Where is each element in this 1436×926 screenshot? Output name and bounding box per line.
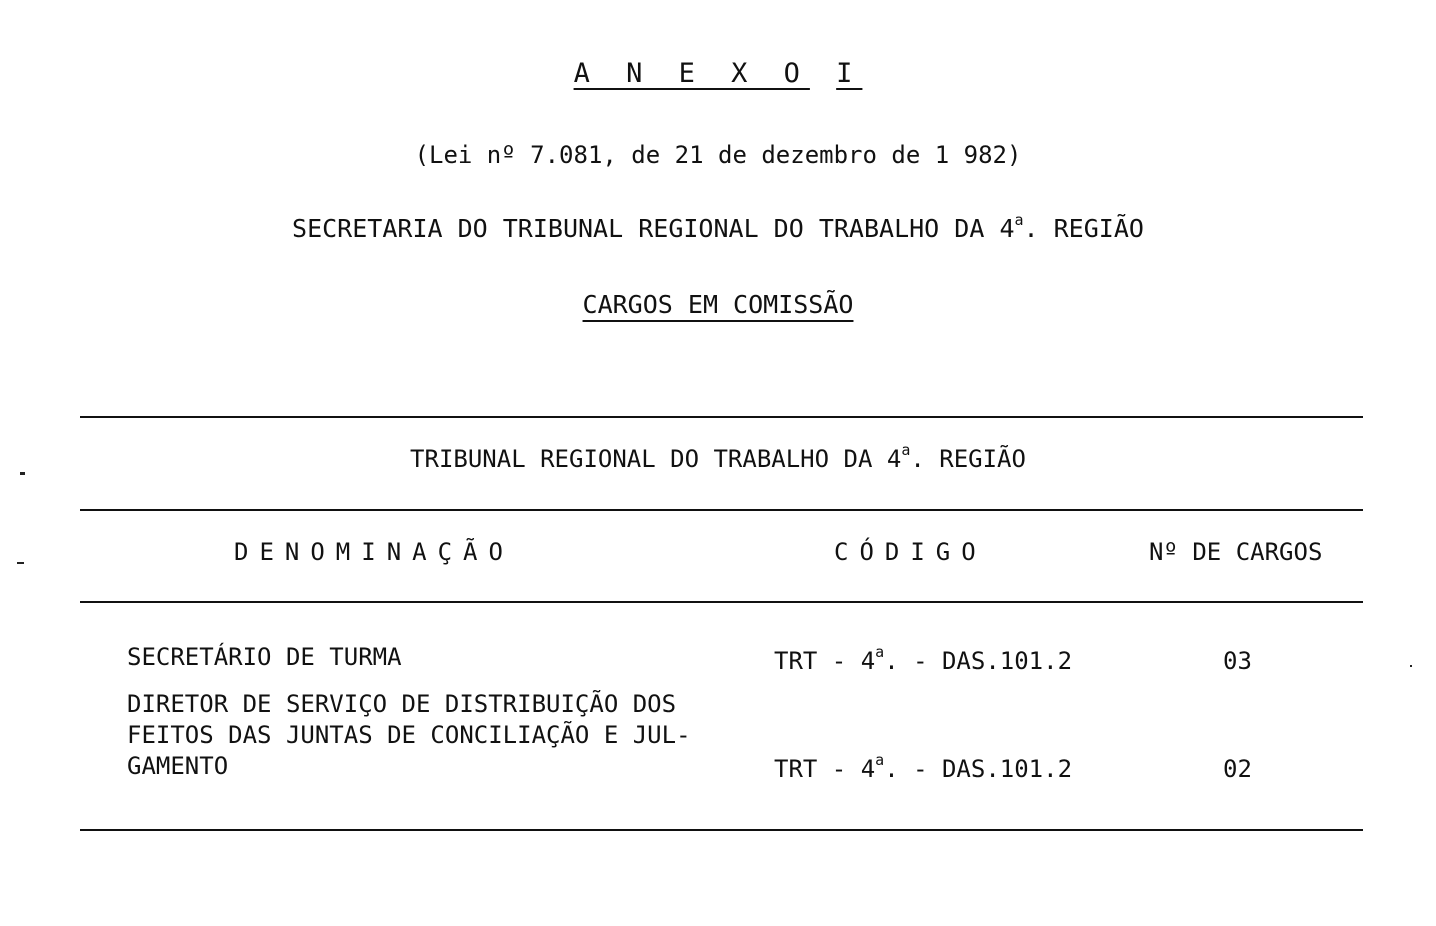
caption-rule — [80, 509, 1363, 511]
name-line: DIRETOR DE SERVIÇO DE DISTRIBUIÇÃO DOS — [127, 690, 677, 718]
table-caption-ordinal: a — [901, 441, 911, 459]
code-ordinal: a — [875, 643, 885, 661]
scan-speck — [17, 562, 24, 564]
name-line: FEITOS DAS JUNTAS DE CONCILIAÇÃO E JUL- — [127, 721, 691, 749]
table-row-1-code — [774, 643, 1073, 677]
scan-speck — [1410, 665, 1412, 667]
secretaria-heading-suffix: . REGIÃO — [1023, 214, 1144, 243]
table-row-2-count: 02 — [1223, 755, 1252, 783]
annex-title-roman: I — [836, 58, 863, 89]
table-caption-suffix: . REGIÃO — [910, 445, 1026, 473]
table-top-rule — [80, 416, 1363, 418]
code-prefix: TRT - 4 — [774, 647, 876, 675]
code-ordinal: a — [875, 751, 885, 769]
secretaria-ordinal: a — [1014, 211, 1024, 229]
code-suffix: . - DAS.101.2 — [884, 647, 1073, 675]
scan-speck — [20, 472, 25, 475]
table-row-2-name — [127, 689, 691, 782]
name-line: SECRETÁRIO DE TURMA — [127, 643, 402, 671]
code-suffix: . - DAS.101.2 — [884, 755, 1073, 783]
law-reference: (Lei nº 7.081, de 21 de dezembro de 1 982) — [414, 141, 1022, 169]
column-header-denominacao: DENOMINAÇÃO — [234, 538, 514, 566]
column-header-num-cargos: Nº DE CARGOS — [1149, 538, 1323, 566]
code-prefix: TRT - 4 — [774, 755, 876, 783]
secretaria-heading — [0, 211, 1436, 243]
name-line: GAMENTO — [127, 752, 229, 780]
annex-title-word: A N E X O — [573, 58, 810, 89]
header-rule — [80, 601, 1363, 603]
column-header-codigo: CÓDIGO — [834, 538, 987, 566]
table-caption — [0, 441, 1436, 473]
secretaria-heading-text: SECRETARIA DO TRIBUNAL REGIONAL DO TRABALHO DA 4 — [292, 214, 1015, 243]
table-row-2-code — [774, 751, 1073, 785]
table-row-1-name — [127, 642, 402, 673]
table-bottom-rule — [80, 829, 1363, 831]
section-heading — [0, 290, 1436, 319]
table-row-1-count: 03 — [1223, 647, 1252, 675]
annex-title — [0, 58, 1436, 89]
section-heading-text: CARGOS EM COMISSÃO — [582, 290, 854, 319]
table-caption-text: TRIBUNAL REGIONAL DO TRABALHO DA 4 — [410, 445, 902, 473]
